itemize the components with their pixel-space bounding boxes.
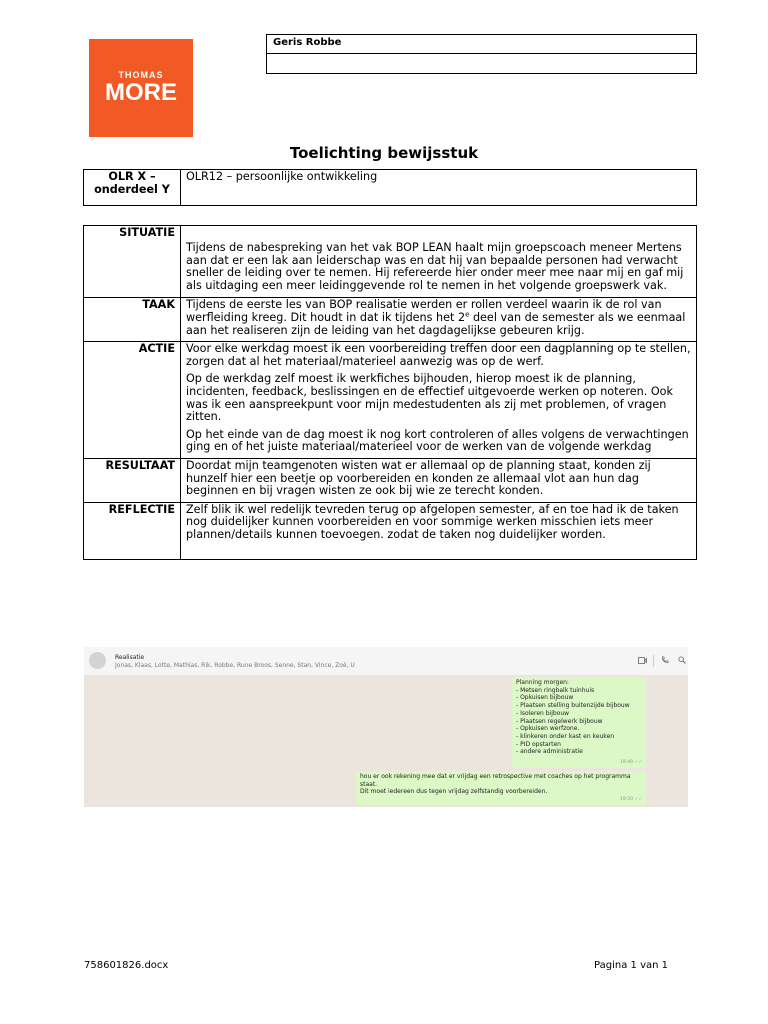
star-table xyxy=(83,225,697,560)
taak-text-a: Tijdens de eerste les van BOP realisatie werden er rollen verdeel waarin ik de rol van werfleiding kreeg. Dit houdt in dat ik tijdens het 2 xyxy=(186,298,662,324)
message-line: - Metsen ringbalk tuinhuis xyxy=(516,686,595,694)
resultaat-label: RESULTAAT xyxy=(84,458,181,502)
page-title: Toelichting bewijsstuk xyxy=(289,144,479,162)
phone-icon[interactable] xyxy=(654,656,676,666)
chat-message xyxy=(356,771,646,805)
author-name: Geris Robbe xyxy=(267,35,696,54)
taak-text-b: deel van de semester als we eenmaal aan het realiseren zijn de leiding van het dagdagelijkse gebeuren krijg. xyxy=(186,310,686,337)
logo-line-2: MORE xyxy=(105,79,177,106)
chat-screenshot xyxy=(84,647,688,807)
resultaat-cell xyxy=(181,458,697,502)
actie-paragraph-3: Op het einde van de dag moest ik nog kort controleren of alles volgens de verwachtingen ging en of het juiste materiaal/materieel voor de werken van de volgende werkdag xyxy=(186,427,689,454)
actie-paragraph-1: Voor elke werkdag moest ik een voorbereiding treffen door een dagplanning op te stellen, zorgen dat al het materiaal/materieel aanwezig was op de werf. xyxy=(186,342,691,368)
reflectie-row xyxy=(84,502,697,559)
search-icon[interactable] xyxy=(676,656,688,666)
situatie-row xyxy=(84,226,697,298)
actie-cell xyxy=(181,342,697,459)
video-icon[interactable] xyxy=(631,657,653,666)
taak-text xyxy=(186,299,691,337)
message-line: - Opkuisen bijbouw xyxy=(516,694,574,702)
message-timestamp xyxy=(620,796,642,804)
olr-row xyxy=(84,170,697,206)
actie-label: ACTIE xyxy=(84,342,181,459)
message-line: - klinkeren onder kast en keuken xyxy=(516,732,615,740)
message-line: - Plaatsen regelwerk bijbouw xyxy=(516,717,603,725)
chat-members: Jonas, Klaas, Lotte, Mathias, Rik, Robbe, Rune Broos, Senne, Stan, Vince, Zoë, U xyxy=(115,662,355,669)
olr-label: OLR X – onderdeel Y xyxy=(84,170,181,206)
message-line: - PID opstarten xyxy=(516,740,561,748)
read-ticks-icon: ✓✓ xyxy=(634,760,642,766)
message-timestamp xyxy=(620,759,642,767)
taak-sup: e xyxy=(465,310,470,319)
resultaat-text: Doordat mijn teamgenoten wisten wat er allemaal op de planning staat, konden zij hunzelf hier een beetje op voorbereiden en konden ze allemaal vlot aan hun dag beginnen en bij vragen wisten ze ook bij wie ze terecht konden. xyxy=(186,458,651,498)
reflectie-text: Zelf blik ik wel redelijk tevreden terug op afgelopen semester, af en toe had ik de taken nog duidelijker kunnen voorbereiden en voor sommige werken misschien iets meer plannen/details kunnen toevoegen. zodat de taken nog duidelijker worden. xyxy=(186,502,679,541)
olr-table xyxy=(83,169,697,206)
situatie-text: Tijdens de nabespreking van het vak BOP LEAN haalt mijn groepscoach meneer Mertens aan dat er een lak aan leiderschap was en dat hij van bepaalde personen had verwacht sneller de leiding over te nemen. Hij refereerde hier onder meer mee naar mij en gaf mij als uitdaging een meer leidinggevende rol te nemen in het volgende groepswerk vak. xyxy=(186,241,684,292)
footer-page-number: Pagina 1 van 1 xyxy=(594,960,668,971)
thomas-more-logo xyxy=(89,39,193,137)
message-time: 19:49 xyxy=(620,760,634,766)
resultaat-row xyxy=(84,458,697,502)
message-line: - Opkuisen werfzone. xyxy=(516,725,580,733)
message-line: Planning morgen: xyxy=(516,679,569,686)
author-box xyxy=(266,34,697,74)
actie-row xyxy=(84,342,697,459)
message-line: - Isoleren bijbouw xyxy=(516,709,570,717)
group-avatar xyxy=(89,652,106,669)
taak-cell xyxy=(181,298,697,342)
taak-row xyxy=(84,298,697,342)
chat-header-icons xyxy=(631,655,688,667)
chat-message xyxy=(512,677,646,768)
reflectie-label: REFLECTIE xyxy=(84,502,181,559)
situatie-cell xyxy=(181,226,697,298)
read-ticks-icon: ✓✓ xyxy=(634,797,642,803)
situatie-label: SITUATIE xyxy=(84,226,181,298)
chat-header xyxy=(84,647,688,675)
chat-group-name: Realisatie xyxy=(115,654,145,661)
footer-filename: 758601826.docx xyxy=(84,960,169,971)
message-line: hou er ook rekening mee dat er vrijdag een retrospective met coaches op het programma xyxy=(360,773,631,780)
message-line: - Plaatsen stelling buitenzijde bijbouw xyxy=(516,702,630,710)
logo-line-1: THOMAS xyxy=(118,70,164,80)
olr-value: OLR12 – persoonlijke ontwikkeling xyxy=(181,170,697,206)
message-line: Dit moet iedereen dus tegen vrijdag zelfstandig voorbereiden. xyxy=(360,788,548,796)
taak-label: TAAK xyxy=(84,298,181,342)
message-line: staat. xyxy=(360,780,378,788)
reflectie-cell xyxy=(181,502,697,559)
message-line: - andere administratie xyxy=(516,748,583,756)
actie-paragraph-2: Op de werkdag zelf moest ik werkfiches bijhouden, hierop moest ik de planning, incidenten, feedback, beslissingen en de effectief uitgevoerde werken op noteren. Ook was ik een aanspreekpunt voor mijn medestudenten als zij met problemen, of vragen zitten. xyxy=(186,372,673,424)
message-time: 19:50 xyxy=(620,797,634,803)
